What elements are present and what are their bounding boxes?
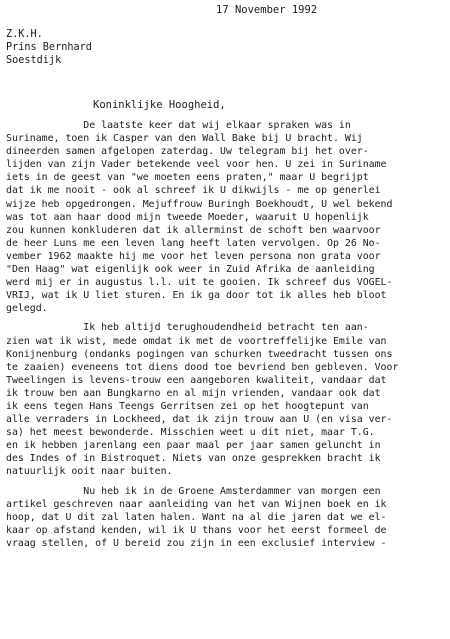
text-line: zou kunnen konkluderen dat ik allerminst de schoft ben waarvoor (6, 224, 381, 236)
text-line: te zaaien) eveneens tot diens dood toe bevriend ben gebleven. Voor (6, 361, 399, 373)
text-line: artikel geschreven naar aanleiding van het van Wijnen boek en ik (6, 498, 387, 510)
text-line: Nu heb ik in de Groene Amsterdammer van morgen een (6, 485, 381, 497)
text-line: sa) het meest bewonderde. Misschien weet u dit niet, maar T.G. (6, 427, 375, 439)
text-line: iets in de geest van "we moeten eens praten," maar U begrijpt (6, 172, 369, 184)
letter-body (6, 119, 446, 550)
text-line: des Indes of in Bistroquet. Niets van onze gesprekken bracht ik (6, 453, 381, 465)
text-line: natuurlijk ooit naar buiten. (6, 466, 173, 478)
text-line: gelegd. (6, 303, 48, 315)
text-line: vember 1962 maakte hij me voor het leven persona non grata voor (6, 250, 381, 262)
text-line: lijden van zijn Vader betekende veel voor hen. U zei in Suriname (6, 159, 387, 171)
text-line: dat ik me nooit - ook al schreef ik U dikwijls - me op generlei (6, 185, 381, 197)
text-line: de heer Luns me een leven lang heeft laten vervolgen. Op 26 No- (6, 237, 381, 249)
address-line: Z.K.H. (6, 29, 43, 40)
text-line: en ik hebben jarenlang een paar maal per jaar samen geluncht in (6, 440, 381, 452)
text-line: De laatste keer dat wij elkaar spraken was in (6, 120, 351, 131)
recipient-address (6, 28, 92, 67)
text-line: ik trouw ben aan Bungkarno en al mijn vrienden, vandaar ook dat (6, 387, 381, 399)
text-line: "Den Haag" wat eigenlijk ook weer in Zuid Afrika de aanleiding (6, 264, 375, 276)
text-line: kaar op afstand kenden, wil ik U thans voor het eerst formeel de (6, 524, 387, 536)
text-line: dineerden samen afgelopen zaterdag. Uw telegram bij het over- (6, 146, 369, 158)
letter-date: 17 November 1992 (216, 4, 318, 16)
address-line: Prins Bernhard (6, 42, 92, 53)
text-line: VRIJ, wat ik U liet sturen. En ik ga door tot ik alles heb bloot (6, 290, 387, 302)
salutation: Koninklijke Hoogheid, (93, 99, 226, 111)
text-line: Ik heb altijd terughoudendheid betracht ten aan- (6, 322, 369, 334)
paragraph (6, 485, 446, 550)
paragraph (6, 119, 446, 315)
text-line: alle verraders in Lockheed, dat ik zijn trouw aan U (en visa ver- (6, 414, 393, 426)
text-line: was tot aan haar dood mijn tweede Moeder, waaruit U hopenlijk (6, 211, 369, 223)
text-line: ik eens tegen Hans Teengs Gerritsen zei op het hoogtepunt van (6, 400, 369, 412)
text-line: hoop, dat U dit zal laten halen. Want na al die jaren dat we el- (6, 511, 387, 523)
text-line: zien wat ik wist, mede omdat ik met de voortreffelijke Emile van (6, 335, 387, 347)
text-line: Suriname, toen ik Casper van den Wall Bake bij U bracht. Wij (6, 133, 363, 145)
text-line: wijze heb opgedrongen. Mejuffrouw Buringh Boekhoudt, U wel bekend (6, 198, 393, 210)
text-line: werd mij er in augustus l.l. uit te gooien. Ik schreef dus VOGEL- (6, 277, 393, 289)
text-line: vraag stellen, of U bereid zou zijn in een exclusief interview - (6, 537, 387, 549)
text-line: Tweelingen is levens-trouw een aangeboren kwaliteit, vandaar dat (6, 374, 387, 386)
address-line: Soestdijk (6, 55, 62, 66)
text-line: Konijnenburg (ondanks pogingen van schurken tweedracht tussen ons (6, 348, 393, 360)
paragraph (6, 321, 446, 478)
